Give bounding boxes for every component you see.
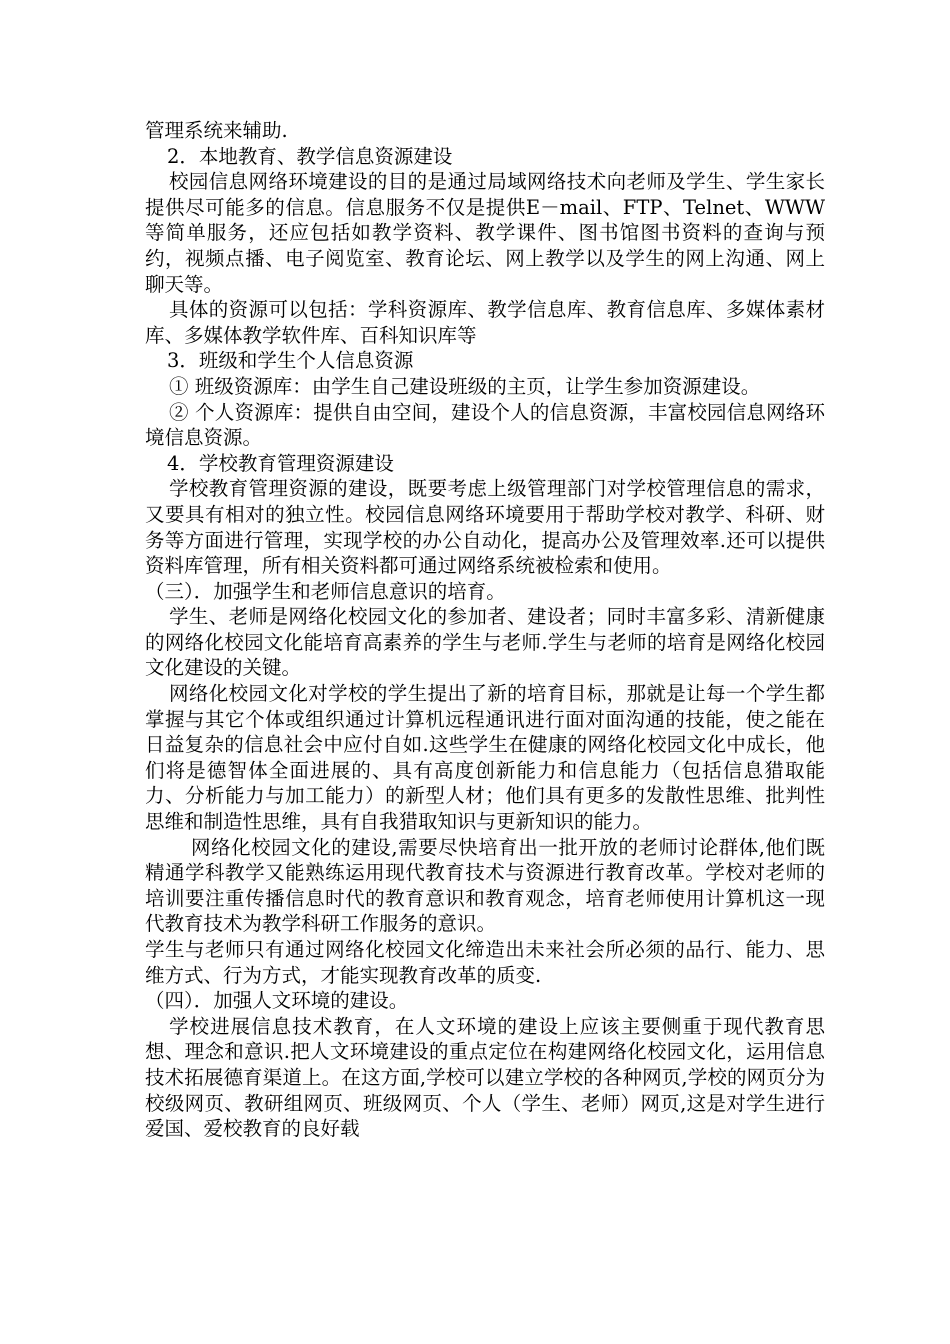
paragraph-management: 学校教育管理资源的建设，既要考虑上级管理部门对学校管理信息的需求，又要具有相对的独立性。校园信息网络环境要用于帮助学校对教学、科研、财务等方面进行管理，实现学校的办公自动化，提高办公及管理效率.还可以提供资料库管理，所有相关资料都可通过网络系统被检索和使用。 [145, 477, 825, 578]
paragraph-personal-library: ② 个人资源库：提供自由空间，建设个人的信息资源，丰富校园信息网络环境信息资源。 [145, 400, 825, 450]
section-heading-three: （三）．加强学生和老师信息意识的培育。 [145, 579, 506, 603]
paragraph-reform: 学生与老师只有通过网络化校园文化缔造出未来社会所必须的品行、能力、思维方式、行为方式，才能实现教育改革的质变. [145, 938, 825, 987]
paragraph-humanities: 学校进展信息技术教育，在人文环境的建设上应该主要侧重于现代教育思想、理念和意识.把人文环境建设的重点定位在构建网络化校园文化，运用信息技术拓展德育渠道上。在这方面,学校可以建立学校的各种网页,学校的网页分为校级网页、教研组网页、班级网页、个人（学生、老师）网页,这是对学生进行爱国、爱校教育的良好载 [145, 1014, 825, 1141]
section-heading-four: （四）．加强人文环境的建设。 [145, 989, 409, 1013]
paragraph-resource-list: 具体的资源可以包括：学科资源库、教学信息库、教育信息库、多媒体素材库、多媒体教学软件库、百科知识库等 [145, 298, 825, 347]
document-page [145, 118, 825, 1142]
paragraph-continuation: 管理系统来辅助. [145, 119, 288, 142]
paragraph-training-goals: 网络化校园文化对学校的学生提出了新的培育目标，那就是让每一个学生都掌握与其它个体或组织通过计算机远程通讯进行面对面沟通的技能，使之能在日益复杂的信息社会中应付自如.这些学生在健康的网络化校园文化中成长，他们将是德智体全面进展的、具有高度创新能力和信息能力（包括信息猎取能力、分析能力与加工能力）的新型人材；他们具有更多的发散性思维、批判性思维和制造性思维，具有自我猎取知识与更新知识的能力。 [145, 682, 825, 834]
heading-management-resources: 4．学校教育管理资源建设 [167, 451, 394, 475]
paragraph-class-library: ① 班级资源库：由学生自己建设班级的主页，让学生参加资源建设。 [169, 374, 761, 398]
paragraph-teacher-training: 网络化校园文化的建设,需要尽快培育出一批开放的老师讨论群体,他们既精通学科教学又能熟练运用现代教育技术与资源进行教育改革。学校对老师的培训要注重传播信息时代的教育意识和教育观念，培育老师使用计算机这一现代教育技术为教学科研工作服务的意识。 [145, 835, 825, 936]
heading-class-resources: 3．班级和学生个人信息资源 [167, 349, 414, 373]
paragraph-participants: 学生、老师是网络化校园文化的参加者、建设者；同时丰富多彩、清新健康的网络化校园文化能培育高素养的学生与老师.学生与老师的培育是网络化校园文化建设的关键。 [145, 605, 825, 680]
heading-local-resources: 2．本地教育、教学信息资源建设 [167, 144, 453, 168]
paragraph-network-goal: 校园信息网络环境建设的目的是通过局域网络技术向老师及学生、学生家长提供尽可能多的信息。信息服务不仅是提供E－mail、FTP、Telnet、WWW等简单服务，还应包括如教学资料、教学课件、图书馆图书资料的查询与预约，视频点播、电子阅览室、教育论坛、网上教学以及学生的网上沟通、网上聊天等。 [145, 170, 825, 296]
